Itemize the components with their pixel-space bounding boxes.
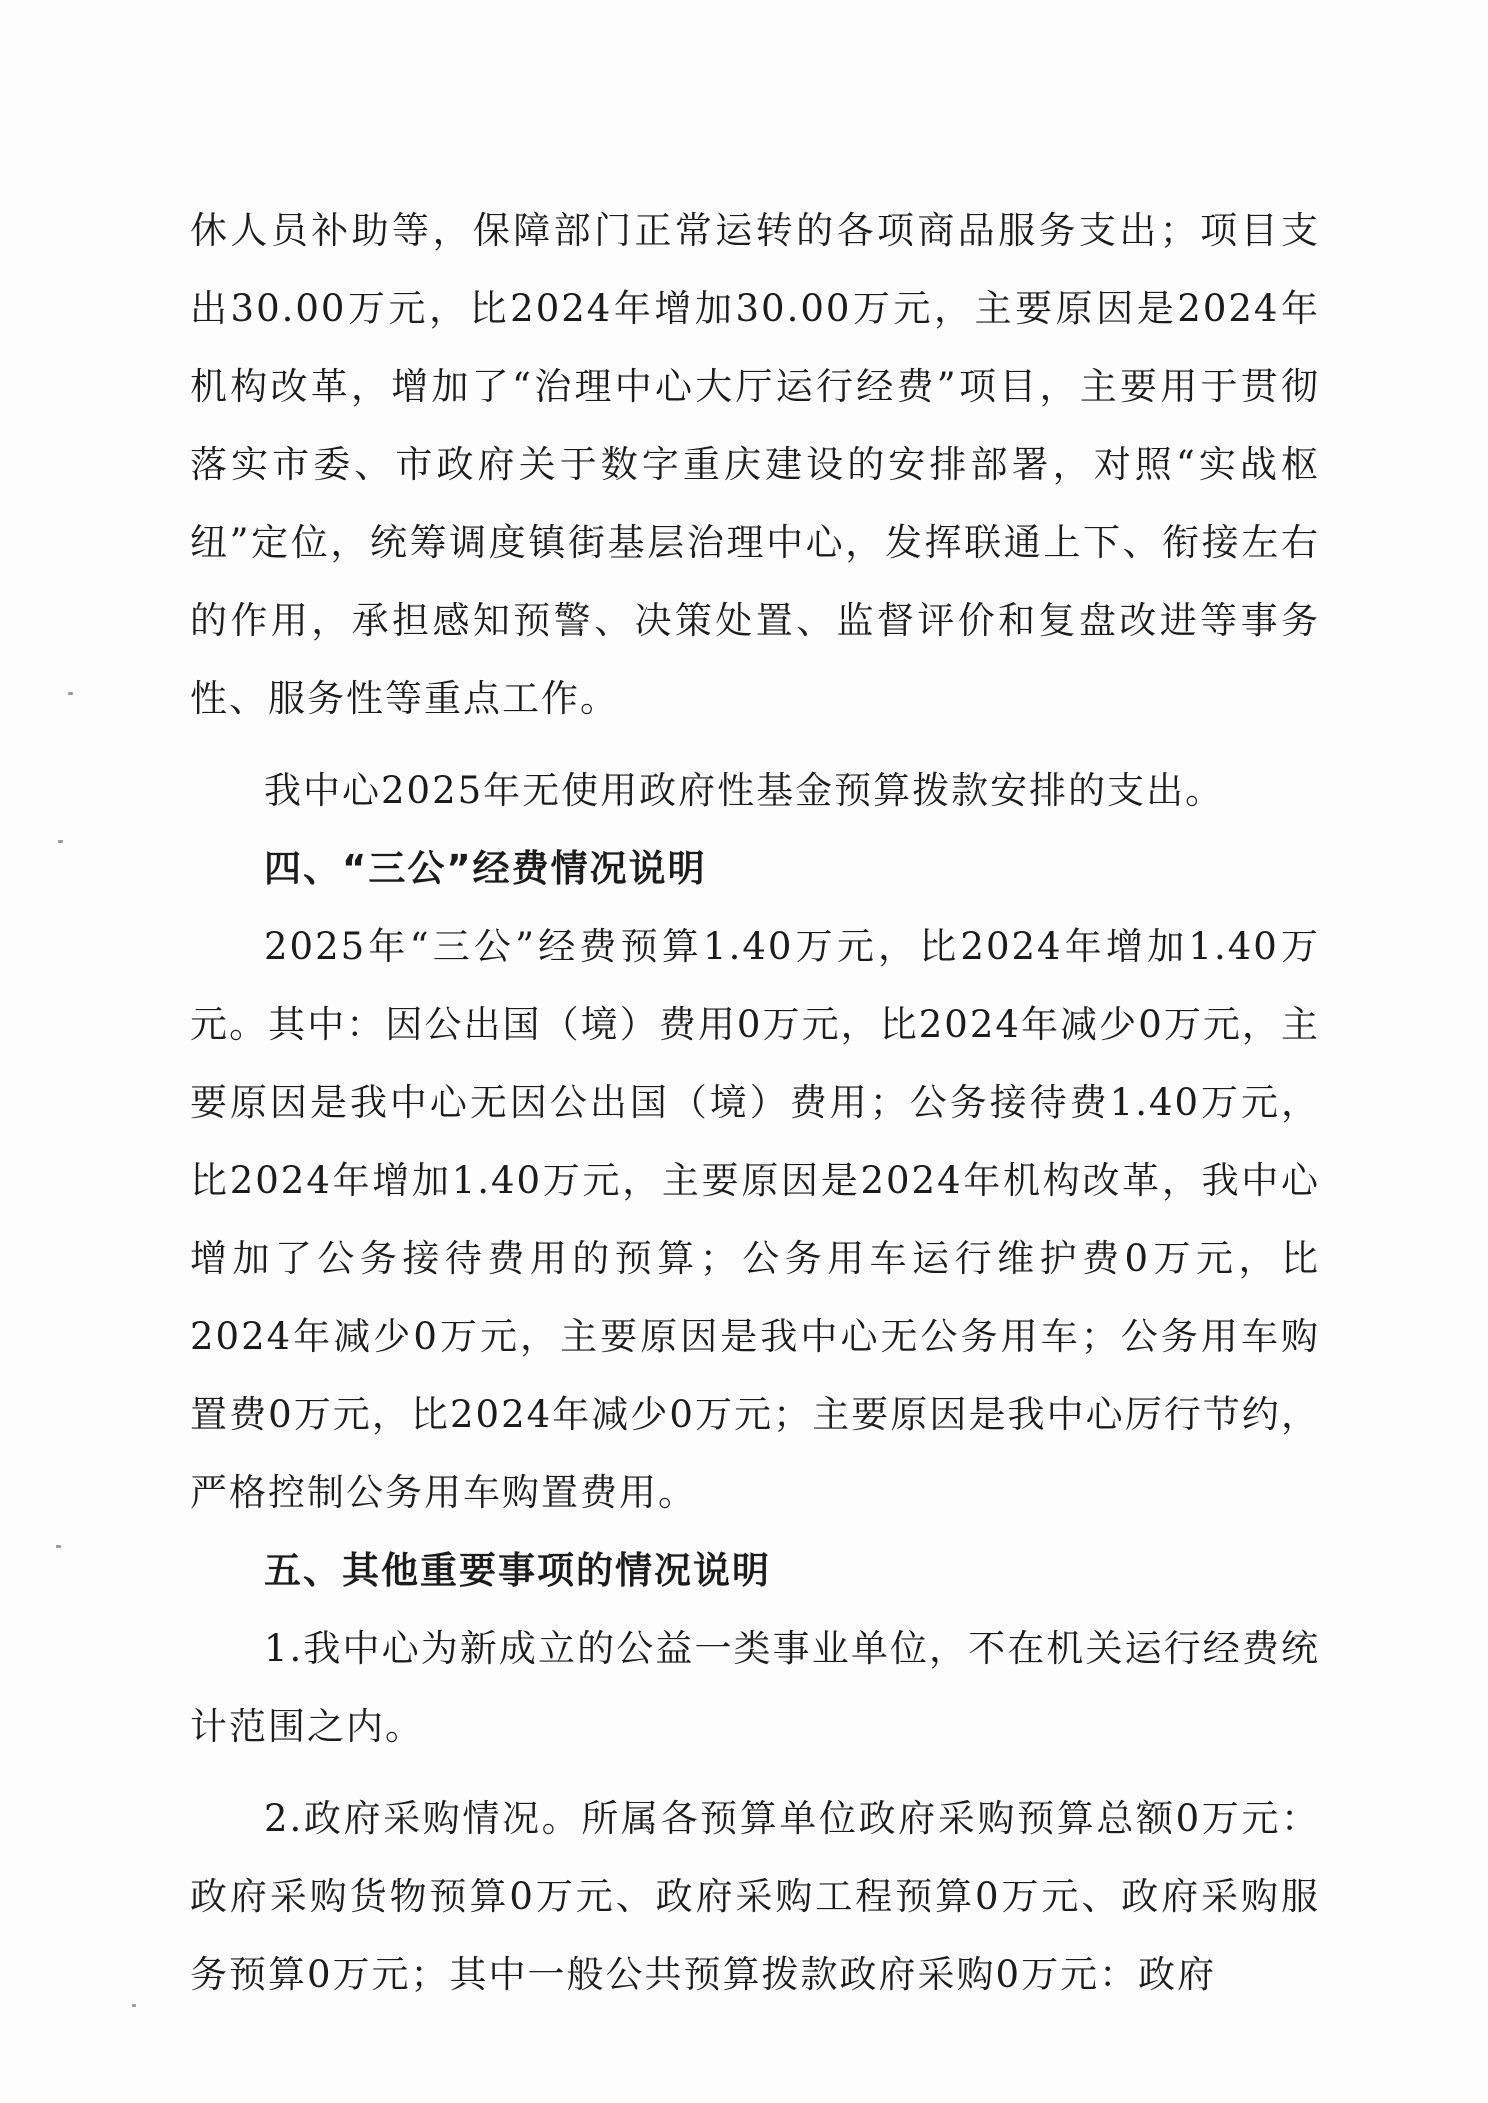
paragraph-three-public-expenses: 2025年“三公”经费预算1.40万元，比2024年增加1.40万元。其中：因公出国（境）费用0万元，比2024年减少0万元，主要原因是我中心无因公出国（境）费用；公务接待费1.40万元，比2024年增加1.40万元，主要原因是2024年机构改革，我中心增加了公务接待费用的预算；公务用车运行维护费0万元，比2024年减少0万元，主要原因是我中心无公务用车；公务用车购置费0万元，比2024年减少0万元；主要原因是我中心厉行节约，严格控制公务用车购置费用。	[190, 925, 1320, 1514]
paragraph-item-2: 2.政府采购情况。所属各预算单位政府采购预算总额0万元：政府采购货物预算0万元、政府采购工程预算0万元、政府采购服务预算0万元；其中一般公共预算拨款政府采购0万元：政府	[190, 1797, 1320, 1996]
scan-speck	[56, 1545, 61, 1548]
scan-speck	[132, 2004, 136, 2007]
section-heading-five: 五、其他重要事项的情况说明	[264, 1549, 771, 1592]
scan-speck	[68, 692, 73, 695]
paragraph-government-fund: 我中心2025年无使用政府性基金预算拨款安排的支出。	[264, 769, 1225, 812]
paragraph-continued: 休人员补助等，保障部门正常运转的各项商品服务支出；项目支出30.00万元，比2024年增加30.00万元，主要原因是2024年机构改革，增加了“治理中心大厅运行经费”项目，主要用于贯彻落实市委、市政府关于数字重庆建设的安排部署，对照“实战枢纽”定位，统筹调度镇街基层治理中心，发挥联通上下、衔接左右的作用，承担感知预警、决策处置、监督评价和复盘改进等事务性、服务性等重点工作。	[190, 209, 1320, 720]
section-heading-four: 四、“三公”经费情况说明	[264, 847, 707, 890]
paragraph-item-1: 1.我中心为新成立的公益一类事业单位，不在机关运行经费统计范围之内。	[190, 1627, 1320, 1748]
scan-speck	[58, 840, 63, 843]
document-body	[190, 192, 1320, 2014]
